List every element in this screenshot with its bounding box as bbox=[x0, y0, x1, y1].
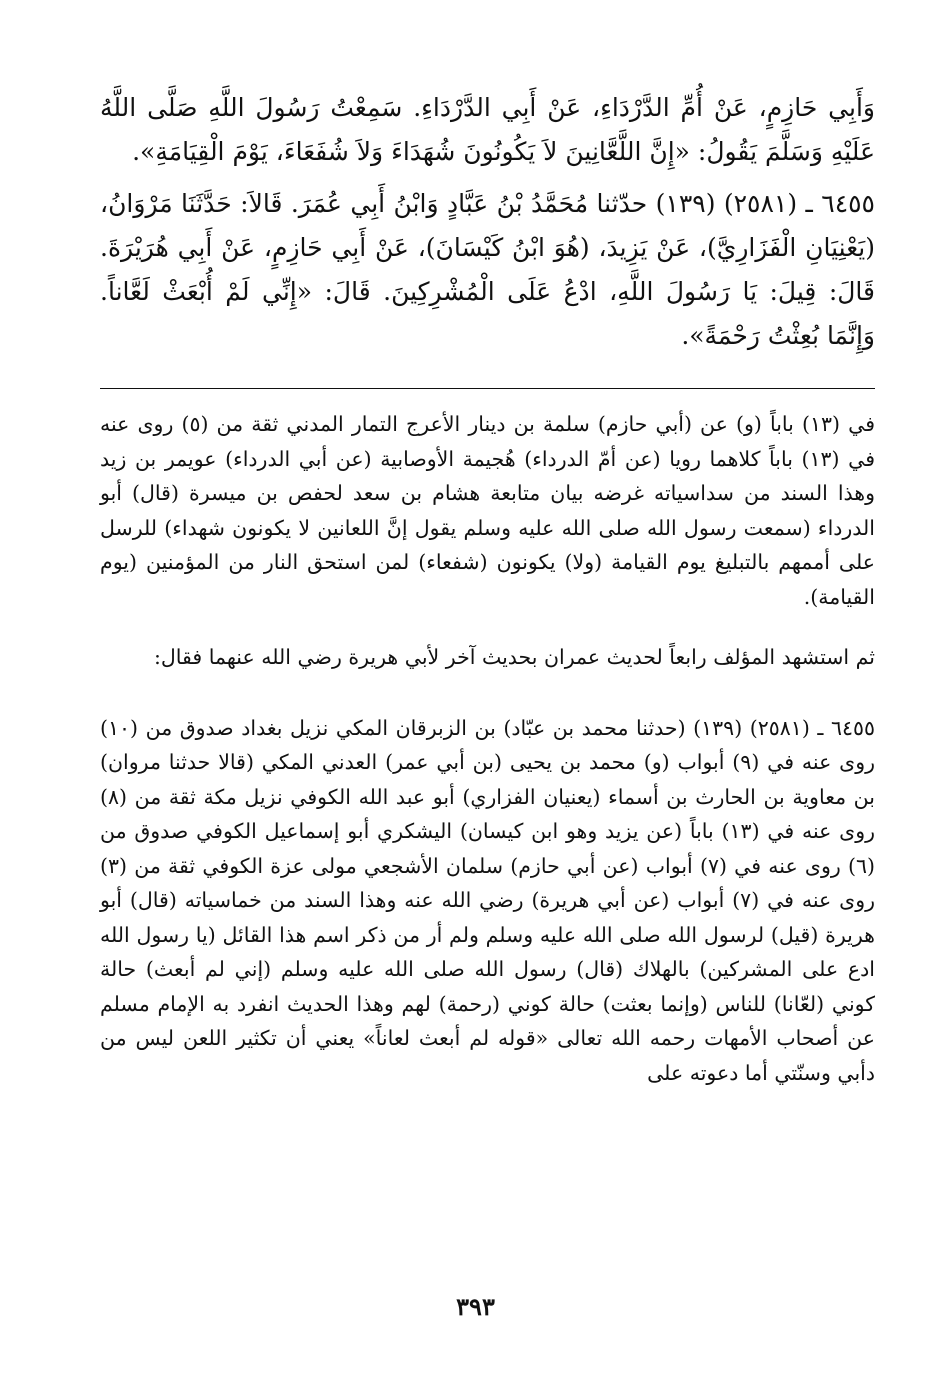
commentary-section bbox=[100, 407, 875, 1090]
section-divider bbox=[100, 388, 875, 389]
hadith-paragraph: وَأَبِي حَازِمٍ، عَنْ أُمِّ الدَّرْدَاءِ، عَنْ أَبِي الدَّرْدَاءِ. سَمِعْتُ رَسُولَ اللَّهِ صَلَّى اللَّهُ عَلَيْهِ وَسَلَّمَ يَقُولُ: «إِنَّ اللَّعَّانِينَ لاَ يَكُونُونَ شُهَدَاءَ وَلاَ شُفَعَاءَ، يَوْمَ الْقِيَامَةِ». bbox=[100, 93, 875, 166]
book-page bbox=[100, 86, 875, 1346]
commentary-paragraph: في (١٣) باباً (و) عن (أبي حازم) سلمة بن دينار الأعرج التمار المدني ثقة من (٥) روى عنه في (١٣) باباً كلاهما رويا (عن أمّ الدرداء) هُجيمة الأوصابية (عن أبي الدرداء) عويمر بن زيد وهذا السند من سداسياته غرضه بيان متابعة هشام بن سعد لحفص بن ميسرة (قال) أبو الدرداء (سمعت رسول الله صلى الله عليه وسلم يقول إنَّ اللعانين لا يكونون شهداء) للرسل على أممهم بالتبليغ يوم القيامة (ولا) يكونون (شفعاء) لمن استحق النار من المؤمنين (يوم القيامة). bbox=[100, 412, 876, 609]
hadith-paragraph: ٦٤٥٥ ـ (٢٥٨١) (١٣٩) حدّثنا مُحَمَّدُ بْنُ عَبَّادٍ وَابْنُ أَبِي عُمَرَ. قَالاَ: حَدَّثَنَا مَرْوَانُ، (يَعْنِيَانِ الْفَزَارِيَّ)، عَنْ يَزِيدَ، (هُوَ ابْنُ كَيْسَانَ)، عَنْ أَبِي حَازِمٍ، عَنْ أَبِي هُرَيْرَةَ. قَالَ: قِيلَ: يَا رَسُولَ اللَّهِ، ادْعُ عَلَى الْمُشْرِكِينَ. قَالَ: «إِنِّي لَمْ أُبْعَثْ لَعَّاناً. وَإِنَّمَا بُعِثْتُ رَحْمَةً». bbox=[100, 189, 875, 350]
commentary-paragraph: ٦٤٥٥ ـ (٢٥٨١) (١٣٩) (حدثنا محمد بن عبّاد) بن الزبرقان المكي نزيل بغداد صدوق من (١٠) روى عنه في (٩) أبواب (و) محمد بن يحيى (بن أبي عمر) العدني المكي (قالا حدثنا مروان) بن معاوية بن الحارث بن أسماء (يعنيان الفزاري) أبو عبد الله الكوفي نزيل مكة ثقة من (٨) روى عنه في (١٣) باباً (عن يزيد وهو ابن كيسان) اليشكري أبو إسماعيل الكوفي صدوق من (٦) روى عنه في (٧) أبواب (عن أبي حازم) سلمان الأشجعي مولى عزة الكوفي ثقة من (٣) روى عنه في (٧) أبواب (عن أبي هريرة) رضي الله عنه وهذا السند من خماسياته (قال) أبو هريرة (قيل) لرسول الله صلى الله عليه وسلم ولم أر من ذكر اسم هذا القائل (يا رسول الله ادع على المشركين) بالهلاك (قال) رسول الله صلى الله عليه وسلم (إني لم أبعث) حالة كوني (لعّانا) للناس (وإنما بعثت) حالة كوني (رحمة) لهم وهذا الحديث انفرد به الإمام مسلم عن أصحاب الأمهات رحمه الله تعالى «قوله لم أبعث لعاناً» يعني أن تكثير اللعن ليس من دأبي وسنّتي أما دعوته على bbox=[100, 715, 876, 1085]
commentary-paragraph: ثم استشهد المؤلف رابعاً لحديث عمران بحديث آخر لأبي هريرة رضي الله عنهما فقال: bbox=[154, 645, 875, 669]
page-number: ٣٩٣ bbox=[456, 1292, 495, 1321]
hadith-text-section bbox=[100, 86, 875, 358]
